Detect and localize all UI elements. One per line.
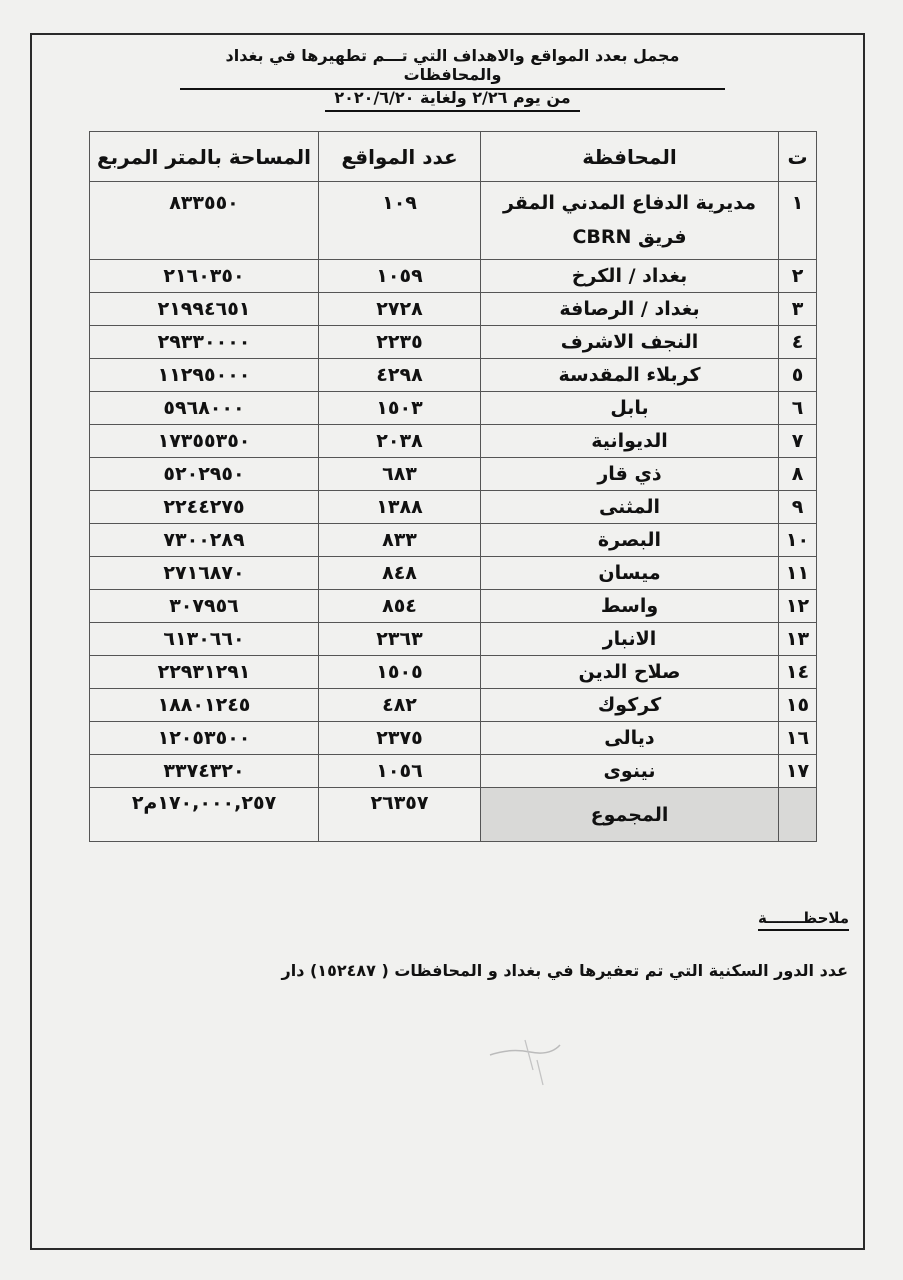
row-number: ٨	[779, 458, 817, 491]
row-sites: ١٣٨٨	[319, 491, 481, 524]
document-subtitle: من يوم ٢/٢٦ ولغاية ٢٠٢٠/٦/٢٠	[325, 88, 580, 112]
row-governorate: مديرية الدفاع المدني المقر فريق CBRN	[481, 182, 779, 260]
row-sites: ١٠٥٦	[319, 755, 481, 788]
row-sites: ٢٠٣٨	[319, 425, 481, 458]
table-row	[90, 392, 817, 425]
row-area: ٧٣٠٠٢٨٩	[90, 524, 319, 557]
row-number: ٣	[779, 293, 817, 326]
row-governorate: صلاح الدين	[481, 656, 779, 689]
table-row	[90, 656, 817, 689]
row-area: ٣٠٧٩٥٦	[90, 590, 319, 623]
table-row	[90, 359, 817, 392]
row-area: ٥٩٦٨٠٠٠	[90, 392, 319, 425]
table-row	[90, 293, 817, 326]
row-governorate: ميسان	[481, 557, 779, 590]
row-governorate: بغداد / الكرخ	[481, 260, 779, 293]
row-area: ٣٣٧٤٣٢٠	[90, 755, 319, 788]
row-area: ١٨٨٠١٢٤٥	[90, 689, 319, 722]
table-row	[90, 260, 817, 293]
row-number: ٧	[779, 425, 817, 458]
row-area: ٥٢٠٢٩٥٠	[90, 458, 319, 491]
row-area: ٨٣٣٥٥٠	[90, 182, 319, 260]
table-row	[90, 557, 817, 590]
table-row	[90, 689, 817, 722]
total-spacer	[779, 788, 817, 842]
row-number: ٢	[779, 260, 817, 293]
faint-mark	[485, 1030, 565, 1090]
row-sites: ٢٢٣٥	[319, 326, 481, 359]
row-sites: ٤٢٩٨	[319, 359, 481, 392]
row-number: ١٦	[779, 722, 817, 755]
document-title: مجمل بعدد المواقع والاهداف التي تـــم تطهيرها في بغداد والمحافظات	[180, 46, 725, 90]
header-area: المساحة بالمتر المربع	[90, 132, 319, 182]
row-sites: ٤٨٢	[319, 689, 481, 722]
table-row	[90, 491, 817, 524]
table-row	[90, 722, 817, 755]
row-area: ١٢٠٥٣٥٠٠	[90, 722, 319, 755]
row-number: ٩	[779, 491, 817, 524]
row-number: ١٠	[779, 524, 817, 557]
table-row	[90, 755, 817, 788]
row-area: ٢٢٩٣١٢٩١	[90, 656, 319, 689]
note-heading: ملاحظـــــــة	[758, 909, 849, 931]
row-area: ٦١٣٠٦٦٠	[90, 623, 319, 656]
row-sites: ٨٥٤	[319, 590, 481, 623]
total-label: المجموع	[481, 788, 779, 842]
row-number: ٦	[779, 392, 817, 425]
header-sites: عدد المواقع	[319, 132, 481, 182]
row-number: ١٥	[779, 689, 817, 722]
table-row	[90, 524, 817, 557]
table-header-row	[90, 132, 817, 182]
total-row	[90, 788, 817, 842]
row-area: ١٧٣٥٥٣٥٠	[90, 425, 319, 458]
row-sites: ١٠٥٩	[319, 260, 481, 293]
row-governorate: المثنى	[481, 491, 779, 524]
row-area: ٢٧١٦٨٧٠	[90, 557, 319, 590]
row-governorate: ذي قار	[481, 458, 779, 491]
row-number: ١٣	[779, 623, 817, 656]
row-number: ١٤	[779, 656, 817, 689]
row-governorate: ديالى	[481, 722, 779, 755]
row-number: ١	[779, 182, 817, 260]
header-no: ت	[779, 132, 817, 182]
row-sites: ٢٣٧٥	[319, 722, 481, 755]
total-area: ١٧٠,٠٠٠,٢٥٧م٢	[90, 788, 319, 842]
row-sites: ٨٣٣	[319, 524, 481, 557]
note-text: عدد الدور السكنية التي تم تعفيرها في بغداد و المحافظات ( ١٥٢٤٨٧) دار	[281, 961, 848, 980]
row-number: ١٧	[779, 755, 817, 788]
row-governorate: بابل	[481, 392, 779, 425]
row-sites: ١٥٠٣	[319, 392, 481, 425]
row-governorate: الانبار	[481, 623, 779, 656]
row-sites: ١٠٩	[319, 182, 481, 260]
row-number: ٤	[779, 326, 817, 359]
row-sites: ٦٨٣	[319, 458, 481, 491]
row-sites: ٢٧٢٨	[319, 293, 481, 326]
row-number: ١١	[779, 557, 817, 590]
table-row	[90, 182, 817, 260]
row-area: ١١٢٩٥٠٠٠	[90, 359, 319, 392]
table-row	[90, 590, 817, 623]
table-row	[90, 425, 817, 458]
row-governorate: كركوك	[481, 689, 779, 722]
table-row	[90, 623, 817, 656]
row-number: ١٢	[779, 590, 817, 623]
row-governorate: نينوى	[481, 755, 779, 788]
row-sites: ٨٤٨	[319, 557, 481, 590]
row-area: ٢٩٣٣٠٠٠٠	[90, 326, 319, 359]
summary-table	[89, 131, 817, 842]
total-sites: ٢٦٣٥٧	[319, 788, 481, 842]
row-area: ٢٢٤٤٢٧٥	[90, 491, 319, 524]
row-number: ٥	[779, 359, 817, 392]
header-governorate: المحافظة	[481, 132, 779, 182]
row-area: ٢١٦٠٣٥٠	[90, 260, 319, 293]
row-governorate: بغداد / الرصافة	[481, 293, 779, 326]
row-governorate: كربلاء المقدسة	[481, 359, 779, 392]
row-sites: ٢٣٦٣	[319, 623, 481, 656]
table-row	[90, 458, 817, 491]
row-governorate: الديوانية	[481, 425, 779, 458]
row-sites: ١٥٠٥	[319, 656, 481, 689]
table-row	[90, 326, 817, 359]
row-governorate: البصرة	[481, 524, 779, 557]
row-area: ٢١٩٩٤٦٥١	[90, 293, 319, 326]
row-governorate: واسط	[481, 590, 779, 623]
row-governorate: النجف الاشرف	[481, 326, 779, 359]
